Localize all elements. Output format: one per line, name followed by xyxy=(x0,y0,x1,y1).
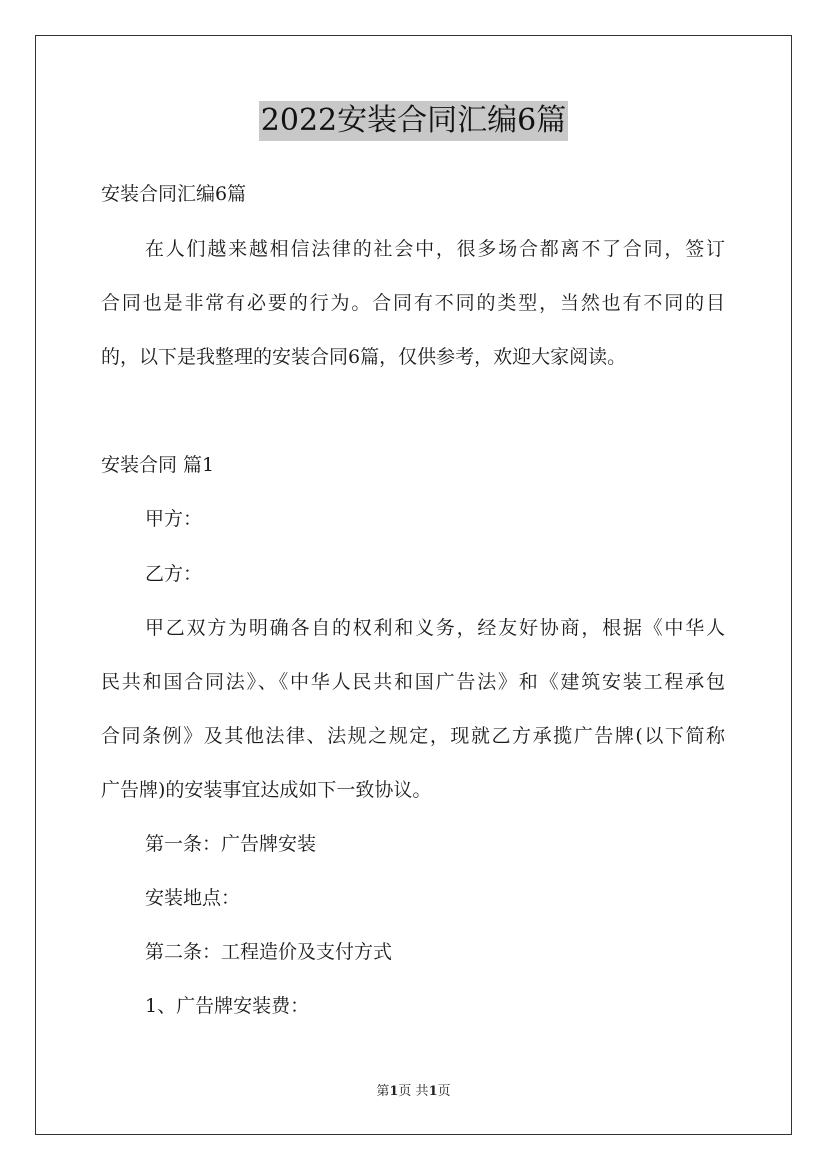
footer-page-mid: 页 共 xyxy=(398,1084,429,1099)
article-1-heading: 第一条：广告牌安装 xyxy=(145,833,317,855)
section-heading: 安装合同 篇1 xyxy=(101,454,215,476)
footer-page-prefix: 第 xyxy=(376,1084,390,1099)
agreement-line-3: 合同条例》及其他法律、法规之规定，现就乙方承揽广告牌(以下简称 xyxy=(101,725,725,747)
footer-page-current: 1 xyxy=(389,1084,399,1099)
page-footer xyxy=(0,1083,827,1101)
document-subtitle: 安装合同汇编6篇 xyxy=(101,183,247,205)
agreement-line-1: 甲乙双方为明确各自的权利和义务，经友好协商，根据《中华人 xyxy=(145,617,725,639)
footer-page-total: 1 xyxy=(428,1084,438,1099)
item-1-label: 1、广告牌安装费： xyxy=(145,995,310,1017)
intro-line-3: 的，以下是我整理的安装合同6篇，仅供参考，欢迎大家阅读。 xyxy=(101,346,627,368)
install-location-label: 安装地点： xyxy=(145,887,241,909)
title-block xyxy=(0,101,827,141)
intro-line-2: 合同也是非常有必要的行为。合同有不同的类型，当然也有不同的目 xyxy=(101,292,725,314)
intro-line-1: 在人们越来越相信法律的社会中，很多场合都离不了合同，签订 xyxy=(145,238,725,260)
party-a-label: 甲方： xyxy=(145,508,203,530)
article-2-heading: 第二条：工程造价及支付方式 xyxy=(145,941,393,963)
agreement-line-4: 广告牌)的安装事宜达成如下一致协议。 xyxy=(101,779,432,801)
footer-page-suffix: 页 xyxy=(437,1084,451,1099)
agreement-line-2: 民共和国合同法》、《中华人民共和国广告法》和《建筑安装工程承包 xyxy=(101,671,725,693)
document-title: 2022安装合同汇编6篇 xyxy=(259,101,568,141)
party-b-label: 乙方： xyxy=(145,563,203,585)
